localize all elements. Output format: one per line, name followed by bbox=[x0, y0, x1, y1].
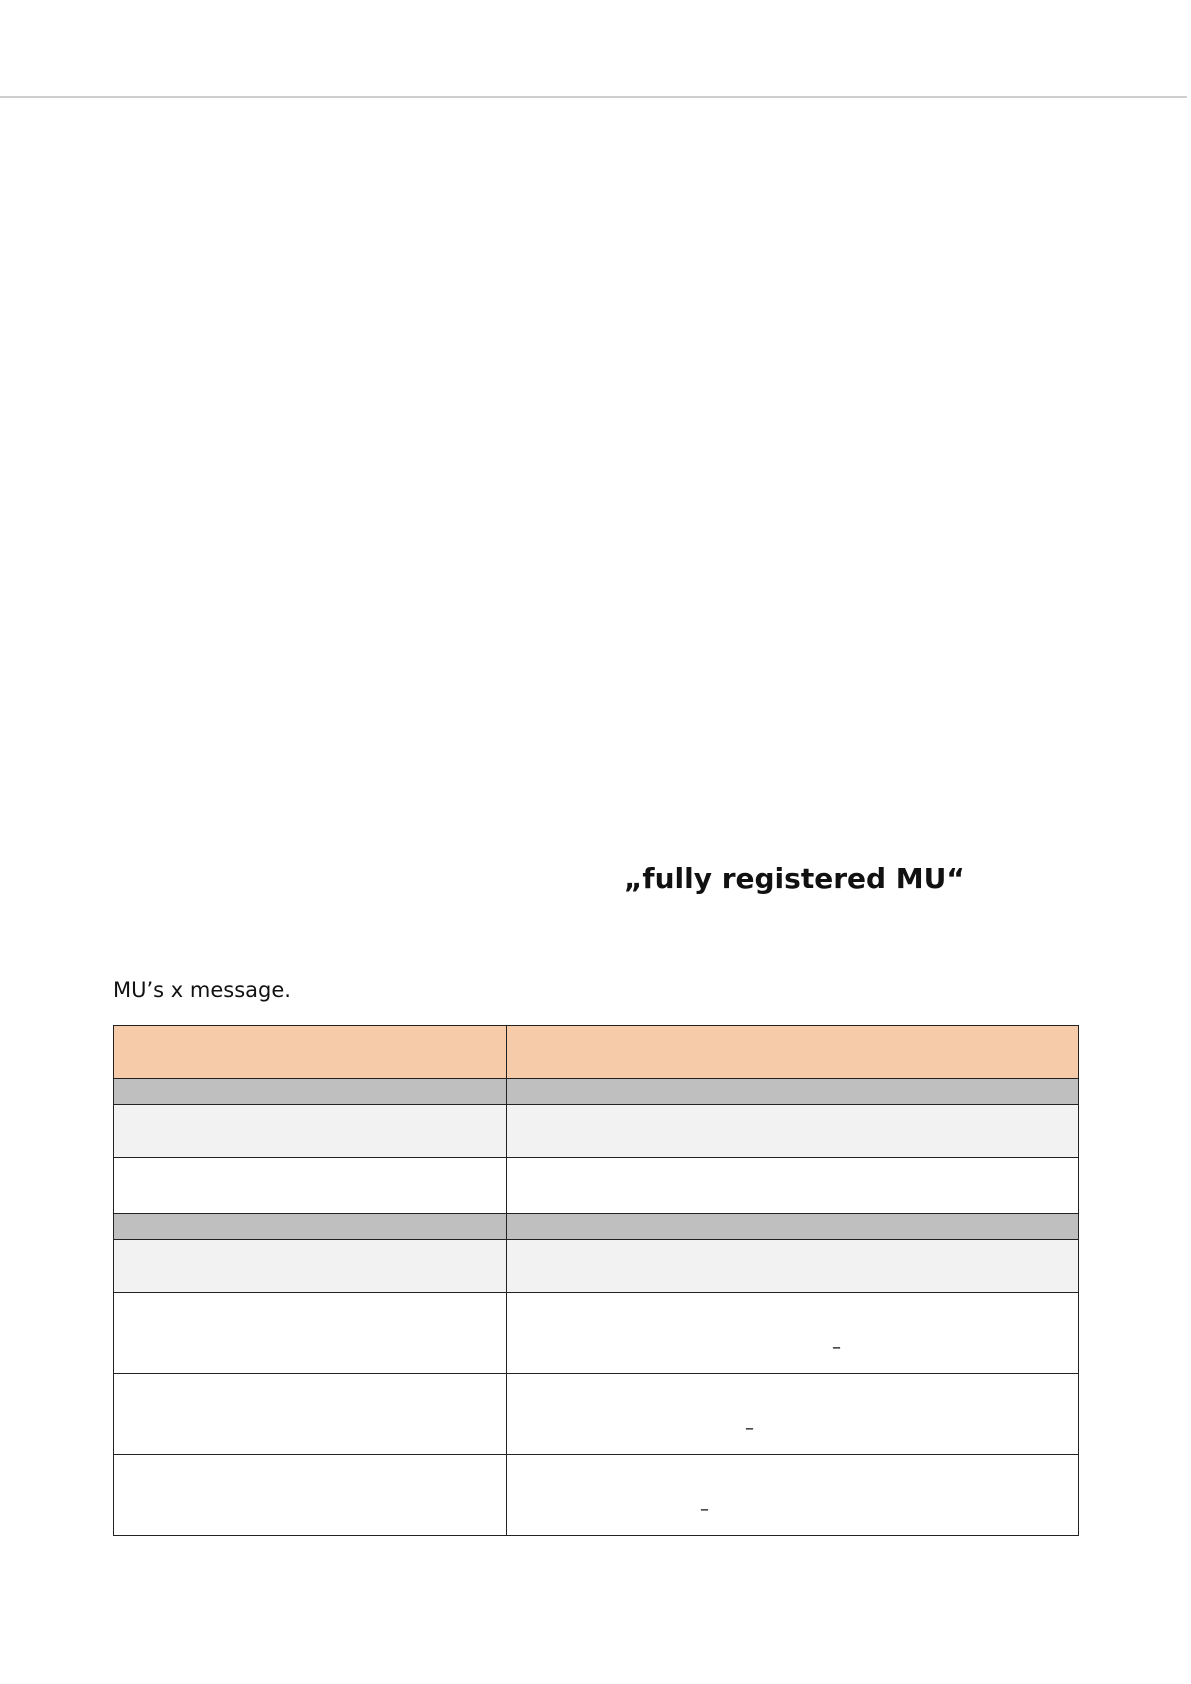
table-cell bbox=[114, 1158, 507, 1214]
table-row bbox=[114, 1455, 1079, 1536]
dash-mark: – bbox=[745, 1418, 754, 1439]
header-divider bbox=[0, 96, 1187, 98]
table-cell bbox=[114, 1079, 507, 1105]
table-cell bbox=[507, 1214, 1079, 1240]
table-cell bbox=[507, 1105, 1079, 1158]
table-cell bbox=[114, 1240, 507, 1293]
table-cell bbox=[507, 1240, 1079, 1293]
table-cell bbox=[114, 1455, 507, 1536]
intro-paragraph: MU’s x message. bbox=[113, 978, 291, 1002]
dash-mark: – bbox=[832, 1337, 841, 1358]
table-cell bbox=[507, 1158, 1079, 1214]
table-row bbox=[114, 1293, 1079, 1374]
table-cell bbox=[507, 1079, 1079, 1105]
message-table bbox=[113, 1025, 1079, 1536]
table-header-cell-left bbox=[114, 1026, 507, 1079]
table-cell bbox=[507, 1455, 1079, 1536]
table-cell bbox=[114, 1214, 507, 1240]
dash-mark: – bbox=[700, 1499, 709, 1520]
table-cell bbox=[114, 1374, 507, 1455]
table-cell bbox=[507, 1374, 1079, 1455]
table-cell bbox=[507, 1293, 1079, 1374]
table-header-row bbox=[114, 1026, 1079, 1079]
table-cell bbox=[114, 1293, 507, 1374]
table-section-row bbox=[114, 1214, 1079, 1240]
table-row bbox=[114, 1240, 1079, 1293]
table-row bbox=[114, 1105, 1079, 1158]
table-section-row bbox=[114, 1079, 1079, 1105]
table-cell bbox=[114, 1105, 507, 1158]
table-row bbox=[114, 1374, 1079, 1455]
table-row bbox=[114, 1158, 1079, 1214]
table-header-cell-right bbox=[507, 1026, 1079, 1079]
section-title: „fully registered MU“ bbox=[624, 862, 965, 895]
